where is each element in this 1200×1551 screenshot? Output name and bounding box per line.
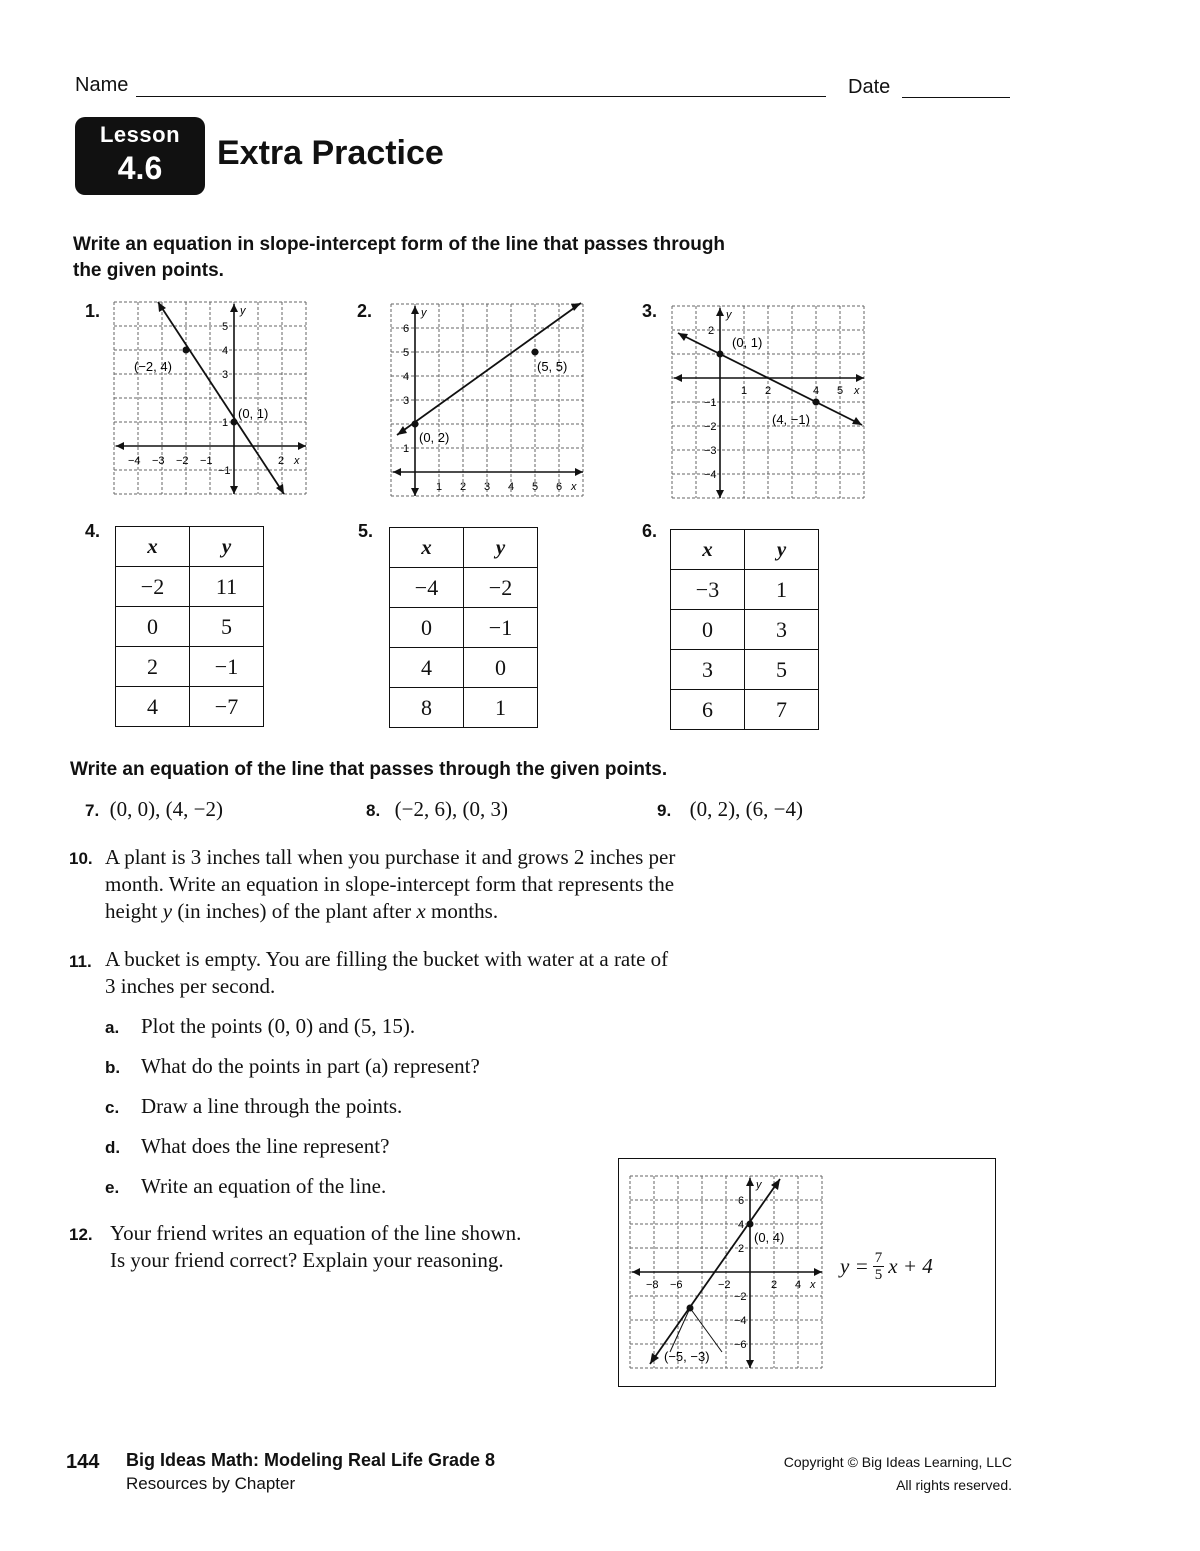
x-tick-label: −6 <box>670 1279 683 1291</box>
part-letter: d. <box>105 1138 121 1157</box>
footer-copyright: Copyright © Big Ideas Learning, LLC <box>783 1454 1012 1470</box>
problem-5-number: 5. <box>358 521 374 541</box>
x-tick-label: −2 <box>176 455 189 467</box>
problem-6-number: 6. <box>642 521 658 541</box>
cell-y: −7 <box>190 687 264 727</box>
x-tick-label: 4 <box>508 481 515 493</box>
problem-12-line1: Your friend writes an equation of the line shown. <box>110 1221 522 1245</box>
table-row <box>671 690 819 730</box>
problem-3-number: 3. <box>642 301 658 321</box>
friend-equation <box>840 1250 933 1283</box>
table-row <box>116 607 264 647</box>
footer-book-subtitle: Resources by Chapter <box>126 1474 296 1493</box>
axis-arrows <box>674 308 864 498</box>
y-tick-label: 1 <box>403 443 410 455</box>
problem-7-number: 7. <box>85 801 100 820</box>
problem-9-text: (0, 2), (6, −4) <box>689 797 803 821</box>
point-a <box>412 421 419 428</box>
fraction-numerator: 7 <box>874 1250 883 1266</box>
x-tick-label: 4 <box>813 385 820 397</box>
x-axis-label: x <box>810 1279 816 1291</box>
cell-y: 11 <box>190 567 264 607</box>
y-tick-label: 2 <box>738 1243 745 1255</box>
part-text: Draw a line through the points. <box>141 1094 403 1118</box>
cell-x: 3 <box>671 650 745 690</box>
x-tick-label: 2 <box>278 455 285 467</box>
problem-10-text <box>105 844 785 925</box>
part-e <box>105 1174 625 1214</box>
part-text: What do the points in part (a) represent? <box>141 1054 480 1078</box>
cell-x: −4 <box>390 568 464 608</box>
instruction-line2: the given points. <box>73 260 224 281</box>
part-text: Write an equation of the line. <box>141 1174 387 1198</box>
y-axis-label: y <box>240 305 246 317</box>
leader-line <box>670 1308 722 1352</box>
header-y: y <box>464 528 538 568</box>
point-a-label: (−2, 4) <box>134 359 172 374</box>
point-a-label: (0, 4) <box>754 1230 785 1245</box>
y-tick-label: −1 <box>218 465 231 477</box>
x-tick-label: −4 <box>128 455 141 467</box>
text-run: months. <box>425 899 499 923</box>
fraction-denominator: 5 <box>874 1267 883 1283</box>
text-run: height <box>105 899 163 923</box>
x-tick-label: 1 <box>741 385 748 397</box>
problem-10-line2: month. Write an equation in slope-intercept form that represents the <box>105 872 675 896</box>
var-x: x <box>416 899 426 923</box>
cell-x: 8 <box>390 688 464 728</box>
cell-x: −3 <box>671 570 745 610</box>
y-tick-label: 5 <box>403 347 410 359</box>
graph-line <box>678 333 862 425</box>
cell-x: 0 <box>390 608 464 648</box>
x-tick-label: −3 <box>152 455 165 467</box>
y-tick-label: 4 <box>738 1219 745 1231</box>
name-label: Name <box>75 74 129 96</box>
table-5 <box>389 527 538 728</box>
point-b <box>532 349 539 356</box>
y-axis-label: y <box>726 309 732 321</box>
table-row <box>671 650 819 690</box>
part-a <box>105 1014 625 1054</box>
x-tick-label: 2 <box>765 385 772 397</box>
cell-y: 1 <box>464 688 538 728</box>
name-blank-line[interactable] <box>136 96 826 97</box>
cell-y: 7 <box>745 690 819 730</box>
cell-y: 0 <box>464 648 538 688</box>
part-text: What does the line represent? <box>141 1134 390 1158</box>
y-tick-label: −2 <box>704 421 717 433</box>
y-tick-label: 5 <box>222 321 229 333</box>
x-tick-label: −1 <box>200 455 213 467</box>
y-tick-label: 4 <box>403 371 410 383</box>
point-b <box>231 419 238 426</box>
cell-y: −1 <box>190 647 264 687</box>
problem-11-line1: A bucket is empty. You are filling the bucket with water at a rate of <box>105 947 669 971</box>
problem-8 <box>366 797 508 822</box>
cell-y: 1 <box>745 570 819 610</box>
table-row <box>116 687 264 727</box>
lesson-number: 4.6 <box>117 150 163 186</box>
header-y: y <box>190 527 264 567</box>
x-tick-label: 5 <box>837 385 844 397</box>
axis-arrows <box>393 306 583 496</box>
graph-12 <box>630 1176 824 1372</box>
cell-y: −2 <box>464 568 538 608</box>
lesson-badge <box>75 117 205 195</box>
cell-x: 4 <box>116 687 190 727</box>
y-axis-label: y <box>421 307 427 319</box>
problem-10-number: 10. <box>69 849 93 868</box>
part-letter: b. <box>105 1058 121 1077</box>
point-b-label: (4, −1) <box>772 412 810 427</box>
y-tick-label: 3 <box>222 369 229 381</box>
page-title: Extra Practice <box>217 134 444 172</box>
y-tick-label: −3 <box>704 445 717 457</box>
y-tick-label: 3 <box>403 395 410 407</box>
cell-x: −2 <box>116 567 190 607</box>
y-tick-label: 1 <box>222 417 229 429</box>
y-axis-label: y <box>756 1179 762 1191</box>
problem-12-number: 12. <box>69 1225 93 1244</box>
cell-y: 5 <box>190 607 264 647</box>
graph-3 <box>672 306 866 502</box>
instruction-line1: Write an equation in slope-intercept form of the line that passes through <box>73 234 726 255</box>
x-tick-label: −2 <box>718 1279 731 1291</box>
table-row <box>390 688 538 728</box>
header-x: x <box>671 530 745 570</box>
problem-10-line3 <box>105 898 785 925</box>
point-b-label: (5, 5) <box>537 359 568 374</box>
equation-lhs: y = <box>840 1254 869 1278</box>
equation-fraction <box>873 1250 885 1283</box>
problem-9 <box>657 797 803 822</box>
point-b-label: (−5, −3) <box>664 1349 710 1364</box>
problem-12-line2: Is your friend correct? Explain your reasoning. <box>110 1248 504 1272</box>
y-tick-label: −4 <box>734 1315 747 1327</box>
problem-8-text: (−2, 6), (0, 3) <box>394 797 508 821</box>
cell-y: −1 <box>464 608 538 648</box>
x-tick-label: 2 <box>771 1279 778 1291</box>
x-tick-label: −8 <box>646 1279 659 1291</box>
part-d <box>105 1134 625 1174</box>
table-row <box>390 568 538 608</box>
problem-11-number: 11. <box>69 952 92 971</box>
date-label: Date <box>848 76 891 98</box>
point-b <box>813 399 820 406</box>
table-4 <box>115 526 264 727</box>
problem-1-number: 1. <box>85 301 101 321</box>
point-a-label: (0, 1) <box>732 335 763 350</box>
cell-x: 4 <box>390 648 464 688</box>
x-tick-label: 3 <box>484 481 491 493</box>
footer-rights: All rights reserved. <box>896 1477 1012 1493</box>
table-row <box>671 570 819 610</box>
x-tick-label: 1 <box>436 481 443 493</box>
header-x: x <box>116 527 190 567</box>
problem-4-number: 4. <box>85 521 101 541</box>
var-y: y <box>162 899 173 923</box>
point-a <box>183 347 190 354</box>
problem-11-parts <box>105 1014 625 1214</box>
y-tick-label: 6 <box>403 323 410 335</box>
x-tick-label: 6 <box>556 481 563 493</box>
cell-x: 0 <box>671 610 745 650</box>
part-letter: e. <box>105 1178 120 1197</box>
part-text: Plot the points (0, 0) and (5, 15). <box>141 1014 416 1038</box>
cell-x: 0 <box>116 607 190 647</box>
footer-book-title: Big Ideas Math: Modeling Real Life Grade 8 <box>126 1450 496 1470</box>
footer-page-number: 144 <box>66 1451 100 1473</box>
graph-2 <box>391 304 585 500</box>
table-row <box>116 647 264 687</box>
point-a <box>717 351 724 358</box>
point-a-label: (0, 2) <box>419 430 450 445</box>
problem-2-number: 2. <box>357 301 373 321</box>
problem-11-line2: 3 inches per second. <box>105 974 276 998</box>
table-row <box>116 567 264 607</box>
part-letter: c. <box>105 1098 120 1117</box>
x-axis-label: x <box>854 385 860 397</box>
point-a <box>747 1221 754 1228</box>
y-tick-label: −1 <box>704 397 717 409</box>
part-letter: a. <box>105 1018 120 1037</box>
table-row <box>390 608 538 648</box>
x-tick-label: 5 <box>532 481 539 493</box>
y-tick-label: −2 <box>734 1291 747 1303</box>
part-b <box>105 1054 625 1094</box>
problem-12-text <box>110 1220 590 1274</box>
section1-instruction <box>73 232 853 284</box>
cell-x: 6 <box>671 690 745 730</box>
y-tick-label: 4 <box>222 345 229 357</box>
header-y: y <box>745 530 819 570</box>
axis-arrows <box>632 1178 822 1368</box>
x-tick-label: 2 <box>460 481 467 493</box>
table-row <box>390 648 538 688</box>
cell-y: 5 <box>745 650 819 690</box>
point-b-label: (0, 1) <box>238 406 269 421</box>
problem-10-line1: A plant is 3 inches tall when you purchase it and grows 2 inches per <box>105 845 676 869</box>
x-axis-label: x <box>294 455 300 467</box>
equation-rest: x + 4 <box>888 1254 933 1278</box>
problem-7 <box>85 797 223 822</box>
cell-x: 2 <box>116 647 190 687</box>
problem-8-number: 8. <box>366 801 381 820</box>
y-tick-label: −6 <box>734 1339 747 1351</box>
x-tick-label: 4 <box>795 1279 802 1291</box>
problem-7-text: (0, 0), (4, −2) <box>109 797 223 821</box>
x-axis-label: x <box>571 481 577 493</box>
header-x: x <box>390 528 464 568</box>
lesson-word: Lesson <box>99 122 181 147</box>
section2-instruction: Write an equation of the line that passes through the given points. <box>70 759 668 780</box>
table-row <box>671 610 819 650</box>
cell-y: 3 <box>745 610 819 650</box>
table-6 <box>670 529 819 730</box>
problem-9-number: 9. <box>657 801 672 820</box>
y-tick-label: 2 <box>708 325 715 337</box>
text-run: (in inches) of the plant after <box>172 899 417 923</box>
y-tick-label: −4 <box>704 469 717 481</box>
part-c <box>105 1094 625 1134</box>
date-blank-line[interactable] <box>902 97 1010 98</box>
problem-11-text <box>105 946 785 1000</box>
graph-1 <box>114 302 308 498</box>
y-tick-label: 6 <box>738 1195 745 1207</box>
